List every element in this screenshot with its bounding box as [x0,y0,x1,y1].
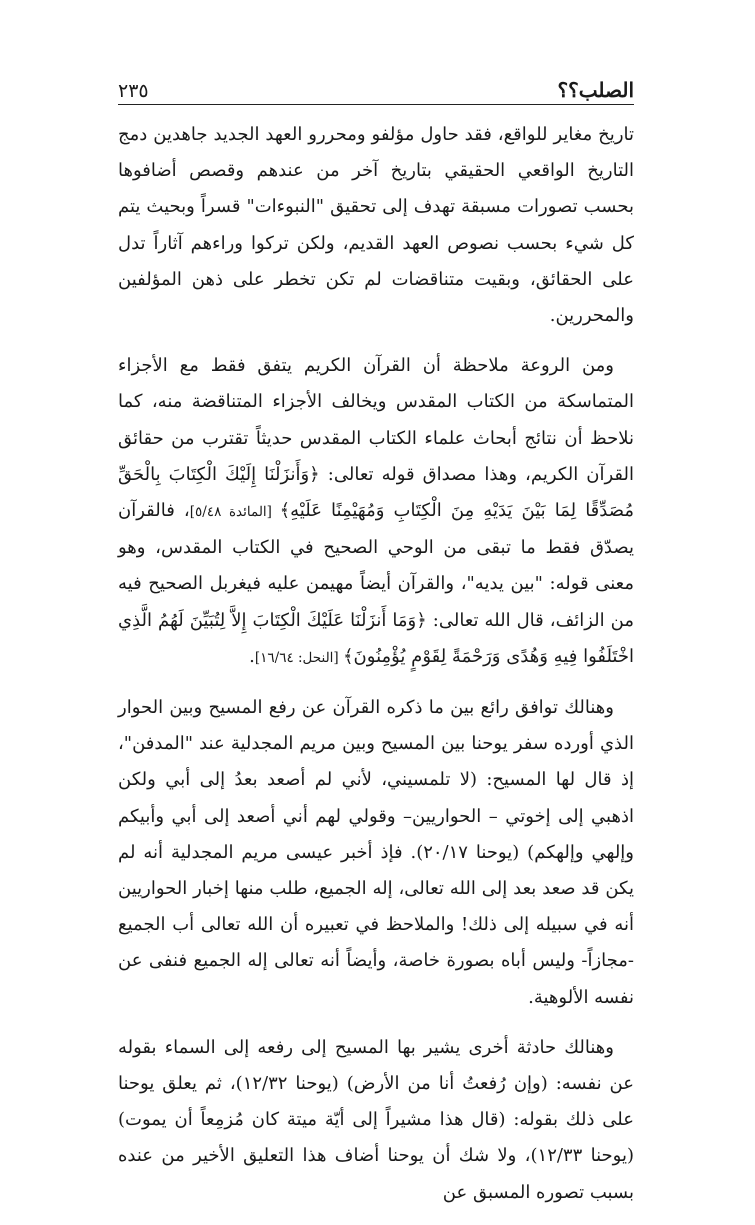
page-header [118,72,634,104]
page-number: ٢٣٥ [118,80,149,102]
paragraph-2 [118,348,634,676]
running-title: الصلب؟؟ [557,78,634,102]
header-rule [118,104,634,105]
verse-reference-maida: [المائدة ٥/٤٨] [189,504,280,521]
quran-verse-maida: ﴿وَأَنزَلْنَا إِلَيْكَ الْكِتَابَ بِالْحَقِّ مُصَدِّقًا لِمَا بَيْنَ يَدَيْهِ مِنَ الْكِتَابِ وَمُهَيْمِنًا عَلَيْهِ﴾ [118,463,634,522]
paragraph-3: وهنالك توافق رائع بين ما ذكره القرآن عن رفع المسيح وبين الحوار الذي أورده سفر يوحنا بين المسيح وبين مريم المجدلية عند "المدفن"، إذ قال لها المسيح: (لا تلمسيني، لأني لم أصعد بعدُ إلى أبي ولكن اذهبي إلى إخوتي – الحواريين– وقولي لهم أني أصعد إلى أبي وأبيكم وإلهي وإلهكم) (يوحنا ٢٠/١٧). فإذ أخبر عيسى مريم المجدلية أنه لم يكن قد صعد بعد إلى الله تعالى، إله الجميع، طلب منها إخبار الحواريين أنه في سبيله إلى ذلك! والملاحظ في تعبيره أن الله تعالى أب الجميع -مجازاً- وليس أباه بصورة خاصة، وأيضاً أنه تعالى إله الجميع فنفى عن نفسه الألوهية. [118,697,634,1008]
paragraph-2-text-c: . [249,645,255,667]
paragraph-1: تاريخ مغاير للواقع، فقد حاول مؤلفو ومحررو العهد الجديد جاهدين دمج التاريخ الواقعي الحقيقي بتاريخ آخر من عندهم وقصص أضافوها بحسب تصورات مسبقة تهدف إلى تحقيق "النبوءات" قسراً وبحيث يتم كل شيء بحسب نصوص العهد القديم، ولكن تركوا وراءهم آثاراً تدل على الحقائق، وبقيت متناقضات لم تكن تخطر على ذهن المؤلفين والمحررين. [118,124,634,327]
paragraph-2-text-b: ، فالقرآن يصدّق فقط ما تبقى من الوحي الصحيح في الكتاب المقدس، وهو معنى قوله: "بين يديه"، والقرآن أيضاً مهيمن عليه فيغربل الصحيح فيه من الزائف، قال الله تعالى: [118,500,634,631]
book-page [118,72,634,1225]
verse-reference-nahl: [النحل: ١٦/٦٤] [254,649,343,666]
paragraph-2-text-a: ومن الروعة ملاحظة أن القرآن الكريم يتفق فقط مع الأجزاء المتماسكة من الكتاب المقدس ويخالف الأجزاء المتناقضة منه، كما نلاحظ أن نتائج أبحاث علماء الكتاب المقدس حديثاً تقترب من حقائق القرآن الكريم، وهذا مصداق قوله تعالى: [118,355,635,485]
paragraph-4: وهنالك حادثة أخرى يشير بها المسيح إلى رفعه إلى السماء بقوله عن نفسه: (وإن رُفعتُ أنا من الأرض) (يوحنا ١٢/٣٢)، ثم يعلق يوحنا على ذلك بقوله: (قال هذا مشيراً إلى أيّة ميتة كان مُزمِعاً أن يموت) (يوحنا ١٢/٣٣)، ولا شك أن يوحنا أضاف هذا التعليق الأخير من عنده بسبب تصوره المسبق عن [118,1036,634,1203]
quran-verse-nahl: ﴿وَمَا أَنزَلْنَا عَلَيْكَ الْكِتَابَ إِلاَّ لِتُبَيِّنَ لَهُمُ الَّذِي اخْتَلَفُوا فِيهِ وَهُدًى وَرَحْمَةً لِقَوْمٍ يُؤْمِنُونَ﴾ [118,609,634,667]
